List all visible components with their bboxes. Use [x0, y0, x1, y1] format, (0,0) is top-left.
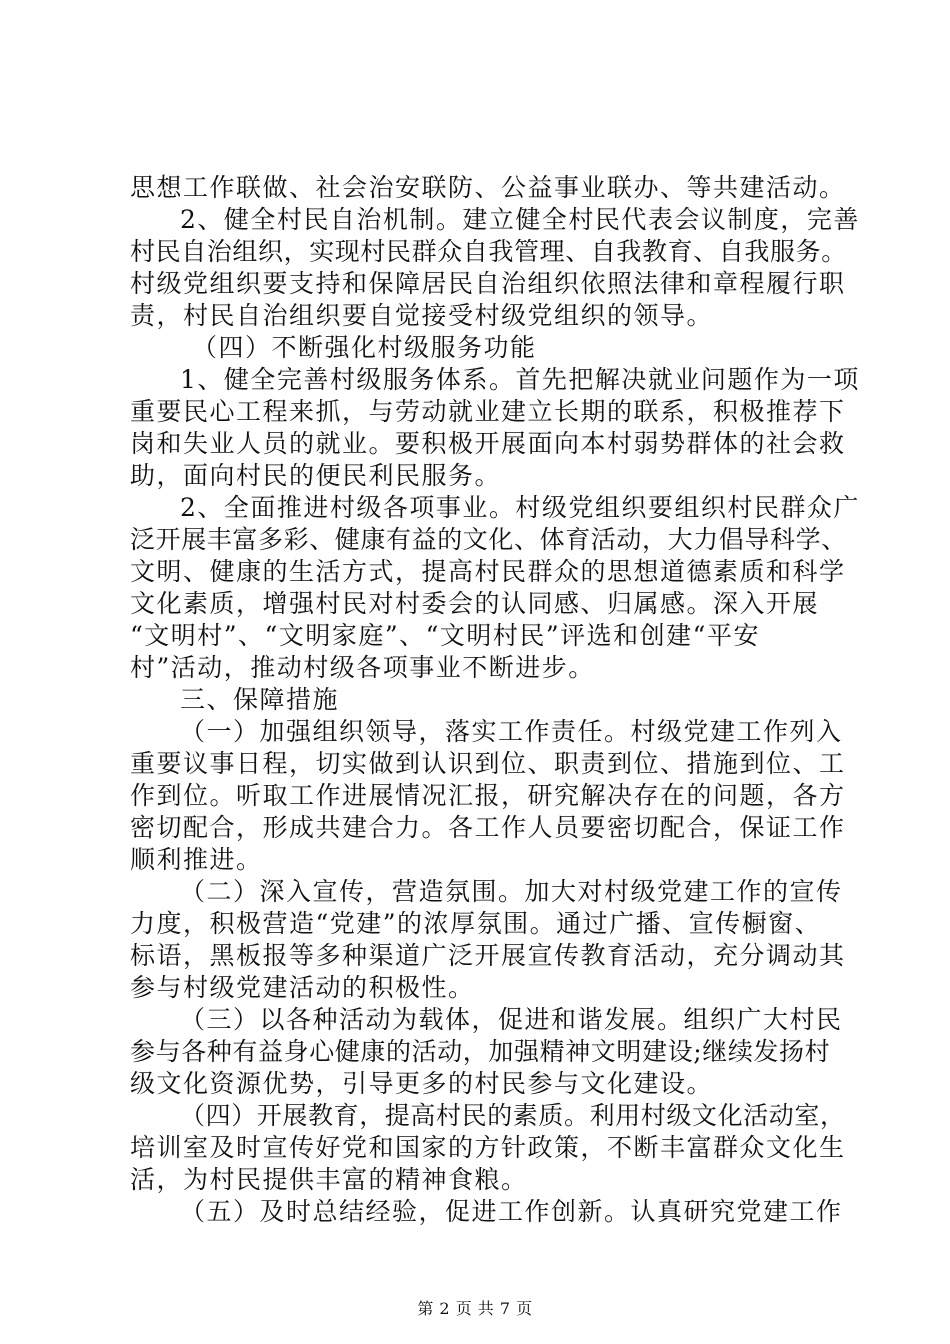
- text-line: 参与村级党建活动的积极性。: [130, 973, 475, 1002]
- text-line: （二）深入宣传，营造氛围。加大对村级党建工作的宣传: [180, 877, 843, 906]
- text-line: 重要议事日程，切实做到认识到位、职责到位、措施到位、工: [130, 749, 846, 778]
- text-line: 村”活动，推动村级各项事业不断进步。: [130, 653, 595, 682]
- text-line: （四）开展教育，提高村民的素质。利用村级文化活动室，: [180, 1101, 846, 1130]
- text-line: 标语，黑板报等多种渠道广泛开展宣传教育活动，充分调动其: [130, 941, 846, 970]
- text-line: “文明村”、“文明家庭”、“文明村民”评选和创建“平安: [130, 621, 760, 650]
- text-line: 力度，积极营造“党建”的浓厚氛围。通过广播、宣传橱窗、: [130, 909, 822, 938]
- text-line: 岗和失业人员的就业。要积极开展面向本村弱势群体的社会救: [130, 429, 846, 458]
- text-line: （三）以各种活动为载体，促进和谐发展。组织广大村民: [180, 1005, 843, 1034]
- document-body: [130, 172, 860, 1228]
- text-line: 思想工作联做、社会治安联防、公益事业联办、等共建活动。: [130, 173, 846, 202]
- text-line: 级文化资源优势，引导更多的村民参与文化建设。: [130, 1069, 714, 1098]
- text-line: 村民自治组织，实现村民群众自我管理、自我教育、自我服务。: [130, 237, 847, 266]
- text-line: 密切配合，形成共建合力。各工作人员要密切配合，保证工作: [130, 813, 846, 842]
- text-line: 村级党组织要支持和保障居民自治组织依照法律和章程履行职: [130, 269, 846, 298]
- text-line: 顺利推进。: [130, 845, 263, 874]
- text-line: 泛开展丰富多彩、健康有益的文化、体育活动，大力倡导科学、: [130, 525, 847, 554]
- text-line: 2、健全村民自治机制。建立健全村民代表会议制度，完善: [180, 205, 860, 234]
- text-line: 1、健全完善村级服务体系。首先把解决就业问题作为一项: [180, 365, 860, 394]
- text-line: 培训室及时宣传好党和国家的方针政策，不断丰富群众文化生: [130, 1133, 846, 1162]
- text-line: 参与各种有益身心健康的活动，加强精神文明建设;继续发扬村: [130, 1037, 831, 1066]
- text-line: 文明、健康的生活方式，提高村民群众的思想道德素质和科学: [130, 557, 846, 586]
- text-line: 文化素质，增强村民对村委会的认同感、归属感。深入开展: [130, 589, 820, 618]
- text-line: （一）加强组织领导，落实工作责任。村级党建工作列入: [180, 717, 843, 746]
- text-line: 2、全面推进村级各项事业。村级党组织要组织村民群众广: [180, 493, 860, 522]
- text-line: （五）及时总结经验，促进工作创新。认真研究党建工作: [180, 1197, 843, 1226]
- section-heading: 三、保障措施: [180, 685, 340, 714]
- text-line: 活，为村民提供丰富的精神食粮。: [130, 1165, 528, 1194]
- text-line: 责，村民自治组织要自觉接受村级党组织的领导。: [130, 301, 714, 330]
- text-line: 助，面向村民的便民利民服务。: [130, 461, 502, 490]
- section-heading: （四）不断强化村级服务功能: [192, 333, 537, 362]
- text-line: 重要民心工程来抓，与劳动就业建立长期的联系，积极推荐下: [130, 397, 846, 426]
- page-number-footer: 第 2 页 共 7 页: [417, 1299, 533, 1318]
- text-line: 作到位。听取工作进展情况汇报，研究解决存在的问题，各方: [130, 781, 846, 810]
